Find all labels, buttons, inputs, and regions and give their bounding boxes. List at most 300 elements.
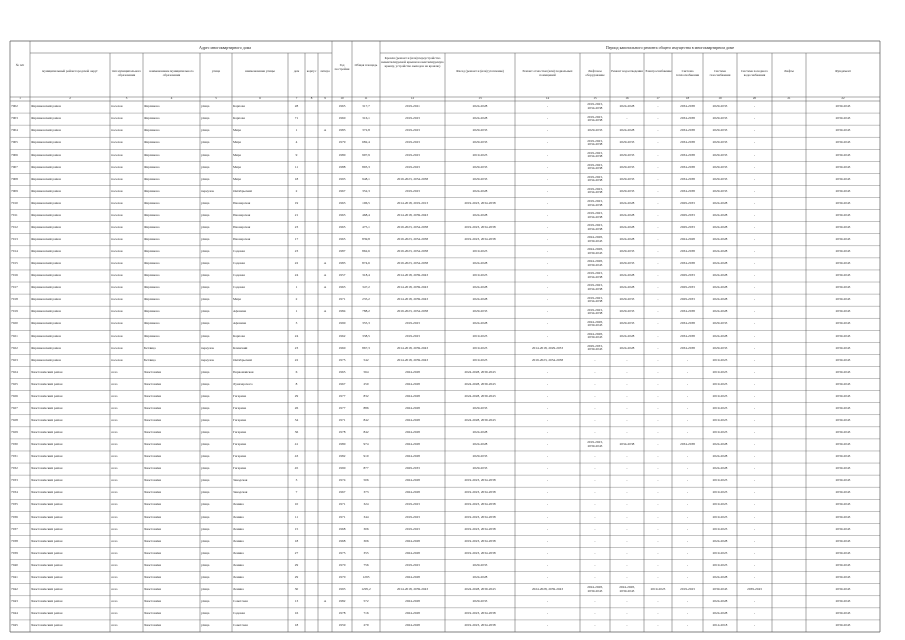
cell-house: 28 xyxy=(294,105,299,109)
cell-roof: 2019-2023 xyxy=(405,322,420,326)
cell-water: - xyxy=(753,479,756,483)
cell-water: - xyxy=(753,286,756,290)
cell-water: - xyxy=(753,153,756,157)
cell-district: Ферзиковский район xyxy=(31,153,61,157)
cell-house: 29 xyxy=(294,394,299,398)
cell-facade: 2019-2023, 2034-2038 xyxy=(464,491,496,495)
cell-water: - xyxy=(753,419,756,422)
cell-street-type: улица xyxy=(201,370,210,374)
cell-house: 30 xyxy=(294,587,299,591)
cell-district: Хвастовичский район xyxy=(31,382,63,386)
cell-drain: - xyxy=(626,467,628,471)
cell-district: Ферзиковский район xyxy=(31,165,61,169)
cell-area: 839,8 xyxy=(362,237,370,241)
cell-facade: 2019-2023, 2034-2038 xyxy=(464,515,496,519)
cell-gas: 2024-2028 xyxy=(712,250,728,254)
cell-settlement: Ферзиково xyxy=(144,262,160,266)
cell-house: 16 xyxy=(294,612,299,616)
cell-no: 7041 xyxy=(11,575,18,579)
cell-district: Хвастовичский район xyxy=(31,563,63,567)
cell-basement: - xyxy=(546,237,549,241)
cell-water: - xyxy=(753,310,756,314)
cell-gas: 2029-2033 xyxy=(712,322,728,326)
cell-no: 7017 xyxy=(11,286,18,290)
cell-settlement: Ферзиково xyxy=(144,310,160,314)
cell-heat: 2029-2033 xyxy=(680,298,695,302)
cell-found: 2039-2043 xyxy=(835,165,851,169)
cell-type: село xyxy=(111,370,118,374)
cell-basement: - xyxy=(546,370,549,374)
cell-basement: - xyxy=(546,515,549,519)
cell-type: село xyxy=(111,539,118,543)
cell-street-type: улица xyxy=(201,382,210,386)
cell-street: Ленина xyxy=(233,527,244,531)
cell-street: Луначарского xyxy=(233,382,253,386)
cell-area: 997,9 xyxy=(362,153,370,157)
cell-lift: - xyxy=(594,382,596,386)
cell-gas: 2019-2023 xyxy=(712,527,728,531)
cell-drain: 2024-2028 xyxy=(619,201,635,205)
cell-area: 842 xyxy=(363,431,369,435)
cell-district: Ферзиковский район xyxy=(31,310,61,314)
cell-heat: 2034-2038 xyxy=(680,105,695,109)
cell-basement: - xyxy=(546,105,549,109)
cell-lift: - xyxy=(594,455,596,459)
cell-year: 1977 xyxy=(338,406,346,410)
cell-no: 7016 xyxy=(11,274,18,278)
cell-street: Гагарина xyxy=(233,431,247,435)
cell-facade: 2029-2033 xyxy=(472,406,488,410)
cell-street: Мира xyxy=(233,298,242,302)
cell-street: Карпова xyxy=(233,105,245,109)
cell-street-type: улица xyxy=(201,250,210,254)
cell-found: 2039-2043 xyxy=(835,419,851,422)
cell-settlement: Хвастовичи xyxy=(144,563,162,567)
cell-no: 7039 xyxy=(11,551,18,555)
cell-electro: - xyxy=(657,503,659,507)
cell-gas: 2029-2033 xyxy=(712,141,728,145)
cell-lift: 2019-2023, 2034-2038 xyxy=(587,114,603,123)
cell-street-type: переулок xyxy=(201,189,215,193)
cell-gas: 2019-2023 xyxy=(712,515,728,519)
cell-electro: - xyxy=(657,250,659,254)
cell-roof: 2019-2021 xyxy=(405,105,420,109)
cell-lift: - xyxy=(594,575,596,579)
cell-roof: 2024-2028 xyxy=(405,539,420,543)
cell-drain: - xyxy=(626,600,628,604)
cell-settlement: Ферзиково xyxy=(144,322,160,326)
cell-basement: - xyxy=(546,539,549,543)
cell-facade: 2024-2028 xyxy=(472,298,488,302)
cell-water: - xyxy=(753,262,756,266)
cell-settlement: Хвастовичи xyxy=(144,551,162,555)
cell-no: 7044 xyxy=(11,612,18,616)
cell-year: 1980 xyxy=(338,153,346,157)
cell-area: 196,5 xyxy=(362,201,370,205)
cell-house: 22 xyxy=(294,358,299,362)
cell-facade: 2024-2028 xyxy=(472,117,488,121)
column-header-basement: Ремонт отмостки (или) подвальных помещений xyxy=(522,69,573,77)
cell-lift: - xyxy=(594,515,596,519)
cell-drain: - xyxy=(626,515,628,519)
cell-area: 874,6 xyxy=(362,262,370,266)
cell-district: Хвастовичский район xyxy=(31,503,63,507)
column-number: 14 xyxy=(545,96,550,101)
cell-roof: 2019-2023 xyxy=(405,334,420,338)
cell-heat: - xyxy=(686,563,689,567)
cell-gas: 2024-2028 xyxy=(712,225,728,229)
cell-no: 7027 xyxy=(11,406,18,410)
cell-lift: 2019-2023, 2034-2038 xyxy=(587,295,603,304)
cell-year: 1971 xyxy=(338,298,346,302)
cell-roof: 2024-2028 xyxy=(405,551,420,555)
column-header-type: тип муниципального образования xyxy=(111,69,142,77)
cell-year: 1970 xyxy=(338,575,346,579)
cell-facade: 2019-2023, 2034-2038 xyxy=(464,479,496,483)
cell-street-type: улица xyxy=(201,515,210,519)
cell-basement: - xyxy=(546,575,549,579)
cell-gas: 2019-2023 xyxy=(712,358,728,362)
cell-facade: 2024-2028 xyxy=(472,262,488,266)
cell-found: 2039-2043 xyxy=(835,250,851,254)
cell-district: Ферзиковский район xyxy=(31,298,61,302)
cell-year: 1990 xyxy=(338,467,346,471)
column-number: 13 xyxy=(478,96,482,101)
cell-house: 24 xyxy=(294,334,299,338)
cell-water: - xyxy=(753,141,756,145)
cell-lift: 2024-2028, 2039-2043 xyxy=(587,235,603,243)
cell-facade: 2029-2033 xyxy=(472,467,488,471)
cell-lift: 2024-2028, 2039-2043 xyxy=(587,247,603,255)
cell-area: 355 xyxy=(363,551,369,555)
cell-gas: 2024-2028 xyxy=(712,443,728,447)
cell-street-type: улица xyxy=(201,527,210,531)
cell-drain: 2029-2033 xyxy=(619,141,635,145)
column-number: 8 xyxy=(310,96,313,101)
cell-roof: 2024-2028 xyxy=(405,382,420,386)
cell-type: поселок xyxy=(111,334,123,338)
cell-district: Хвастовичский район xyxy=(31,443,63,447)
column-header-roof: Кровля (ремонт и (или) переустройство невентилируемой крыши на вентилируемую крышу, устройство выходов на кровлю) xyxy=(381,56,444,68)
cell-gas: 2029-2033 xyxy=(712,117,728,121)
cell-house: 10 xyxy=(294,503,299,507)
cell-settlement: Хвастовичи xyxy=(144,467,162,471)
cell-area: 306 xyxy=(363,539,369,543)
cell-area: 235,2 xyxy=(362,298,370,302)
cell-basement: - xyxy=(546,467,549,471)
cell-district: Ферзиковский район xyxy=(31,117,61,121)
cell-basement: - xyxy=(546,600,549,604)
cell-street-type: улица xyxy=(201,394,210,398)
cell-electro: - xyxy=(657,612,659,616)
cell-drain: 2029-2033 xyxy=(619,310,635,314)
cell-house: 4 xyxy=(295,141,298,145)
cell-area: 948,1 xyxy=(362,177,370,181)
cell-heat: 2034-2038 xyxy=(680,177,695,181)
cell-year: 1965 xyxy=(338,370,346,374)
cell-basement: - xyxy=(546,491,549,495)
cell-gas: 2029-2033 xyxy=(712,189,728,193)
cell-electro: - xyxy=(657,563,659,567)
cell-found: 2039-2043 xyxy=(835,286,851,290)
cell-street: Первомайская xyxy=(233,370,254,374)
cell-roof: 2014-2018, 2039-2043 xyxy=(396,286,429,290)
cell-house: 2 xyxy=(295,298,298,302)
column-number: 19 xyxy=(718,96,722,101)
cell-settlement: Хвастовичи xyxy=(144,443,162,447)
cell-street-type: улица xyxy=(201,286,210,290)
column-number: 18 xyxy=(685,96,690,101)
cell-basement: - xyxy=(546,406,549,410)
cell-heat: - xyxy=(686,479,689,483)
cell-facade: 2019-2023, 2034-2038 xyxy=(464,237,496,241)
cell-electro: - xyxy=(657,370,659,374)
cell-electro: - xyxy=(657,467,659,471)
cell-street-type: улица xyxy=(201,612,210,616)
cell-gas: 2019-2023 xyxy=(712,370,728,374)
cell-basement: - xyxy=(546,129,549,133)
column-number: 10 xyxy=(340,96,344,101)
cell-electro: - xyxy=(657,539,659,543)
cell-area: 338,5 xyxy=(362,334,370,338)
cell-water: - xyxy=(753,503,756,507)
cell-settlement: Бетлица xyxy=(144,358,156,362)
cell-gas: 2014-2018 xyxy=(712,624,728,628)
cell-facade: 2019-2023, 2034-2038 xyxy=(464,612,496,616)
column-header-no: № п/п xyxy=(15,63,25,67)
cell-no: 7035 xyxy=(11,503,18,507)
cell-year: 1959 xyxy=(338,624,346,628)
cell-no: 7022 xyxy=(11,346,18,350)
cell-street-type: улица xyxy=(201,298,210,302)
cell-no: 7042 xyxy=(11,587,18,591)
cell-district: Хвастовичский район xyxy=(31,515,63,519)
cell-type: село xyxy=(111,443,118,447)
cell-no: 7036 xyxy=(11,515,18,519)
cell-no: 7014 xyxy=(11,250,18,254)
cell-electro: - xyxy=(657,382,659,386)
cell-house: 19 xyxy=(294,201,299,205)
cell-year: 1960 xyxy=(338,117,346,121)
cell-lift: 2019-2023, 2034-2038 xyxy=(587,174,603,183)
cell-district: Ферзиковский район xyxy=(31,129,61,133)
column-header-lift: Лифтовое оборудование xyxy=(585,69,605,77)
cell-lift: 2024-2028, 2039-2043 xyxy=(587,319,603,328)
cell-street: Пионерская xyxy=(233,225,251,229)
cell-house: 1 xyxy=(295,129,298,133)
cell-drain: 2029-2033 xyxy=(619,298,635,302)
cell-electro: - xyxy=(657,165,659,169)
cell-lift: - xyxy=(594,479,596,483)
cell-facade: 2024-2028, 2039-2043 xyxy=(464,382,496,386)
cell-electro: - xyxy=(657,431,659,435)
cell-electro: - xyxy=(657,129,659,133)
cell-no: 7037 xyxy=(11,527,18,531)
cell-lift: - xyxy=(594,600,596,604)
cell-gas: 2024-2028 xyxy=(712,539,728,543)
cell-no: 7025 xyxy=(11,382,18,386)
cell-settlement: Ферзиково xyxy=(144,189,160,193)
cell-year: 1957 xyxy=(338,274,346,278)
cell-electro: - xyxy=(657,105,659,109)
cell-found: 2039-2043 xyxy=(835,189,851,193)
cell-roof: 2024-2028 xyxy=(405,575,420,579)
cell-basement: - xyxy=(546,624,549,628)
cell-lift: - xyxy=(594,431,596,435)
cell-district: Хвастовичский район xyxy=(31,479,63,483)
cell-gas: 2024-2028 xyxy=(712,600,728,604)
cell-street-type: улица xyxy=(201,539,210,543)
cell-facade: 2024-2028, 2039-2043 xyxy=(464,394,496,398)
cell-street: Гагарина xyxy=(233,467,247,471)
column-header-drain: Ремонт водоотведения xyxy=(611,69,643,73)
cell-facade: 2019-2023, 2034-2038 xyxy=(464,551,496,555)
cell-area: 910 xyxy=(363,455,369,459)
cell-heat: 2034-2038 xyxy=(680,189,695,193)
cell-house: 29 xyxy=(294,563,299,567)
cell-water: - xyxy=(753,467,756,471)
cell-found: 2039-2043 xyxy=(835,129,851,133)
cell-drain: - xyxy=(626,358,628,362)
cell-found: 2039-2043 xyxy=(835,551,851,555)
cell-settlement: Хвастовичи xyxy=(144,503,162,507)
cell-year: 1978 xyxy=(338,612,346,616)
cell-year: 1983 xyxy=(338,262,346,266)
cell-settlement: Хвастовичи xyxy=(144,406,162,410)
cell-water: - xyxy=(753,515,756,519)
cell-area: 682,4 xyxy=(362,141,370,145)
cell-street-type: улица xyxy=(201,274,210,278)
cell-heat: 2034-2038 xyxy=(680,250,695,254)
cell-type: село xyxy=(111,431,118,435)
cell-drain: 2024-2028, 2039-2043 xyxy=(619,585,635,593)
cell-basement: - xyxy=(546,213,549,217)
cell-settlement: Хвастовичи xyxy=(144,600,162,604)
column-header-water: Система холодного водоснабжения xyxy=(740,69,769,77)
cell-no: 7004 xyxy=(11,129,18,133)
cell-found: 2039-2043 xyxy=(835,575,851,579)
cell-facade: 2029-2033 xyxy=(472,129,488,133)
cell-heat: - xyxy=(686,394,689,398)
cell-drain: 2029-2033 xyxy=(619,262,635,266)
cell-type: поселок xyxy=(111,346,123,350)
cell-no: 7002 xyxy=(11,105,18,109)
cell-lift: - xyxy=(594,394,596,398)
cell-drain: - xyxy=(626,382,628,386)
cell-settlement: Ферзиково xyxy=(144,334,160,338)
cell-water: - xyxy=(753,165,756,169)
cell-found: 2039-2043 xyxy=(835,539,851,543)
cell-roof: 2019-2023 xyxy=(405,189,420,193)
cell-gas: 2024-2028 xyxy=(712,274,728,278)
cell-gas: 2024-2028 xyxy=(712,298,728,302)
cell-lift: - xyxy=(594,358,596,362)
cell-electro: - xyxy=(657,334,659,338)
cell-water: - xyxy=(753,250,756,254)
cell-street: Садовая xyxy=(233,286,245,290)
cell-street: Октябрьский xyxy=(233,358,252,362)
cell-heat: 2034-2038 xyxy=(680,117,695,121)
cell-electro: - xyxy=(657,346,659,350)
cell-street-type: улица xyxy=(201,419,210,422)
cell-house: 7 xyxy=(295,491,298,495)
cell-found: 2039-2043 xyxy=(835,237,851,241)
cell-water: - xyxy=(753,322,756,326)
cell-water: - xyxy=(753,527,756,531)
column-number: 20 xyxy=(752,96,757,101)
cell-water: - xyxy=(753,491,756,495)
cell-basement: - xyxy=(546,419,549,422)
cell-drain: - xyxy=(626,419,628,422)
cell-no: 7034 xyxy=(11,491,18,495)
cell-type: село xyxy=(111,600,118,604)
cell-electro: - xyxy=(657,298,659,302)
cell-area: 317,7 xyxy=(362,105,370,109)
cell-lit: А xyxy=(323,274,327,278)
cell-type: село xyxy=(111,503,118,507)
cell-roof: 2019-2023 xyxy=(405,129,420,133)
cell-facade: 2024-2028, 2039-2043 xyxy=(464,370,496,374)
cell-district: Ферзиковский район xyxy=(31,286,61,290)
cell-no: 7033 xyxy=(11,479,18,483)
cell-drain: - xyxy=(626,624,628,628)
cell-district: Хвастовичский район xyxy=(31,612,63,616)
cell-roof: 2024-2028 xyxy=(405,491,420,495)
cell-lift: 2019-2023, 2034-2038 xyxy=(587,138,603,147)
cell-roof: 2014-2018, 2039-2043 xyxy=(396,587,429,591)
cell-street-type: улица xyxy=(201,322,210,326)
cell-settlement: Хвастовичи xyxy=(144,527,162,531)
cell-district: Ферзиковский район xyxy=(31,346,61,350)
cell-type: поселок xyxy=(111,298,123,302)
cell-basement: - xyxy=(546,262,549,266)
cell-settlement: Хвастовичи xyxy=(144,587,162,591)
cell-street-type: улица xyxy=(201,624,210,628)
cell-roof: 2019-2023, 2034-2038 xyxy=(396,310,429,314)
cell-no: 7009 xyxy=(11,189,18,193)
cell-year: 1967 xyxy=(338,382,346,386)
cell-street: Мира xyxy=(233,165,242,169)
cell-street-type: улица xyxy=(201,479,210,483)
cell-roof: 2024-2028 xyxy=(405,479,420,483)
cell-facade: 2019-2023 xyxy=(472,153,488,157)
cell-found: 2039-2043 xyxy=(835,394,851,398)
cell-district: Хвастовичский район xyxy=(31,527,63,531)
cell-type: село xyxy=(111,527,118,531)
cell-facade: 2019-2023 xyxy=(472,334,488,338)
cell-street-type: улица xyxy=(201,237,210,241)
cell-electro: - xyxy=(657,394,659,398)
cell-area: 862,6 xyxy=(362,250,370,254)
cell-street-type: улица xyxy=(201,443,210,447)
cell-type: село xyxy=(111,551,118,555)
cell-found: 2039-2043 xyxy=(835,467,851,471)
cell-gas: 2024-2028 xyxy=(712,467,728,471)
cell-basement: 2024-2028, 2039-2043 xyxy=(531,587,564,591)
cell-basement: - xyxy=(546,274,549,278)
cell-drain: 2029-2033 xyxy=(619,177,635,181)
cell-heat: - xyxy=(686,503,689,507)
column-number: 15 xyxy=(593,96,597,101)
cell-facade: 2029-2033 xyxy=(472,165,488,169)
cell-heat: - xyxy=(686,491,689,495)
cell-street: Клинский xyxy=(233,346,248,350)
cell-gas: 2029-2033 xyxy=(712,346,728,350)
cell-no: 7029 xyxy=(11,431,18,435)
cell-heat: - xyxy=(686,358,689,362)
cell-street-type: улица xyxy=(201,262,210,266)
cell-water: - xyxy=(753,237,756,241)
